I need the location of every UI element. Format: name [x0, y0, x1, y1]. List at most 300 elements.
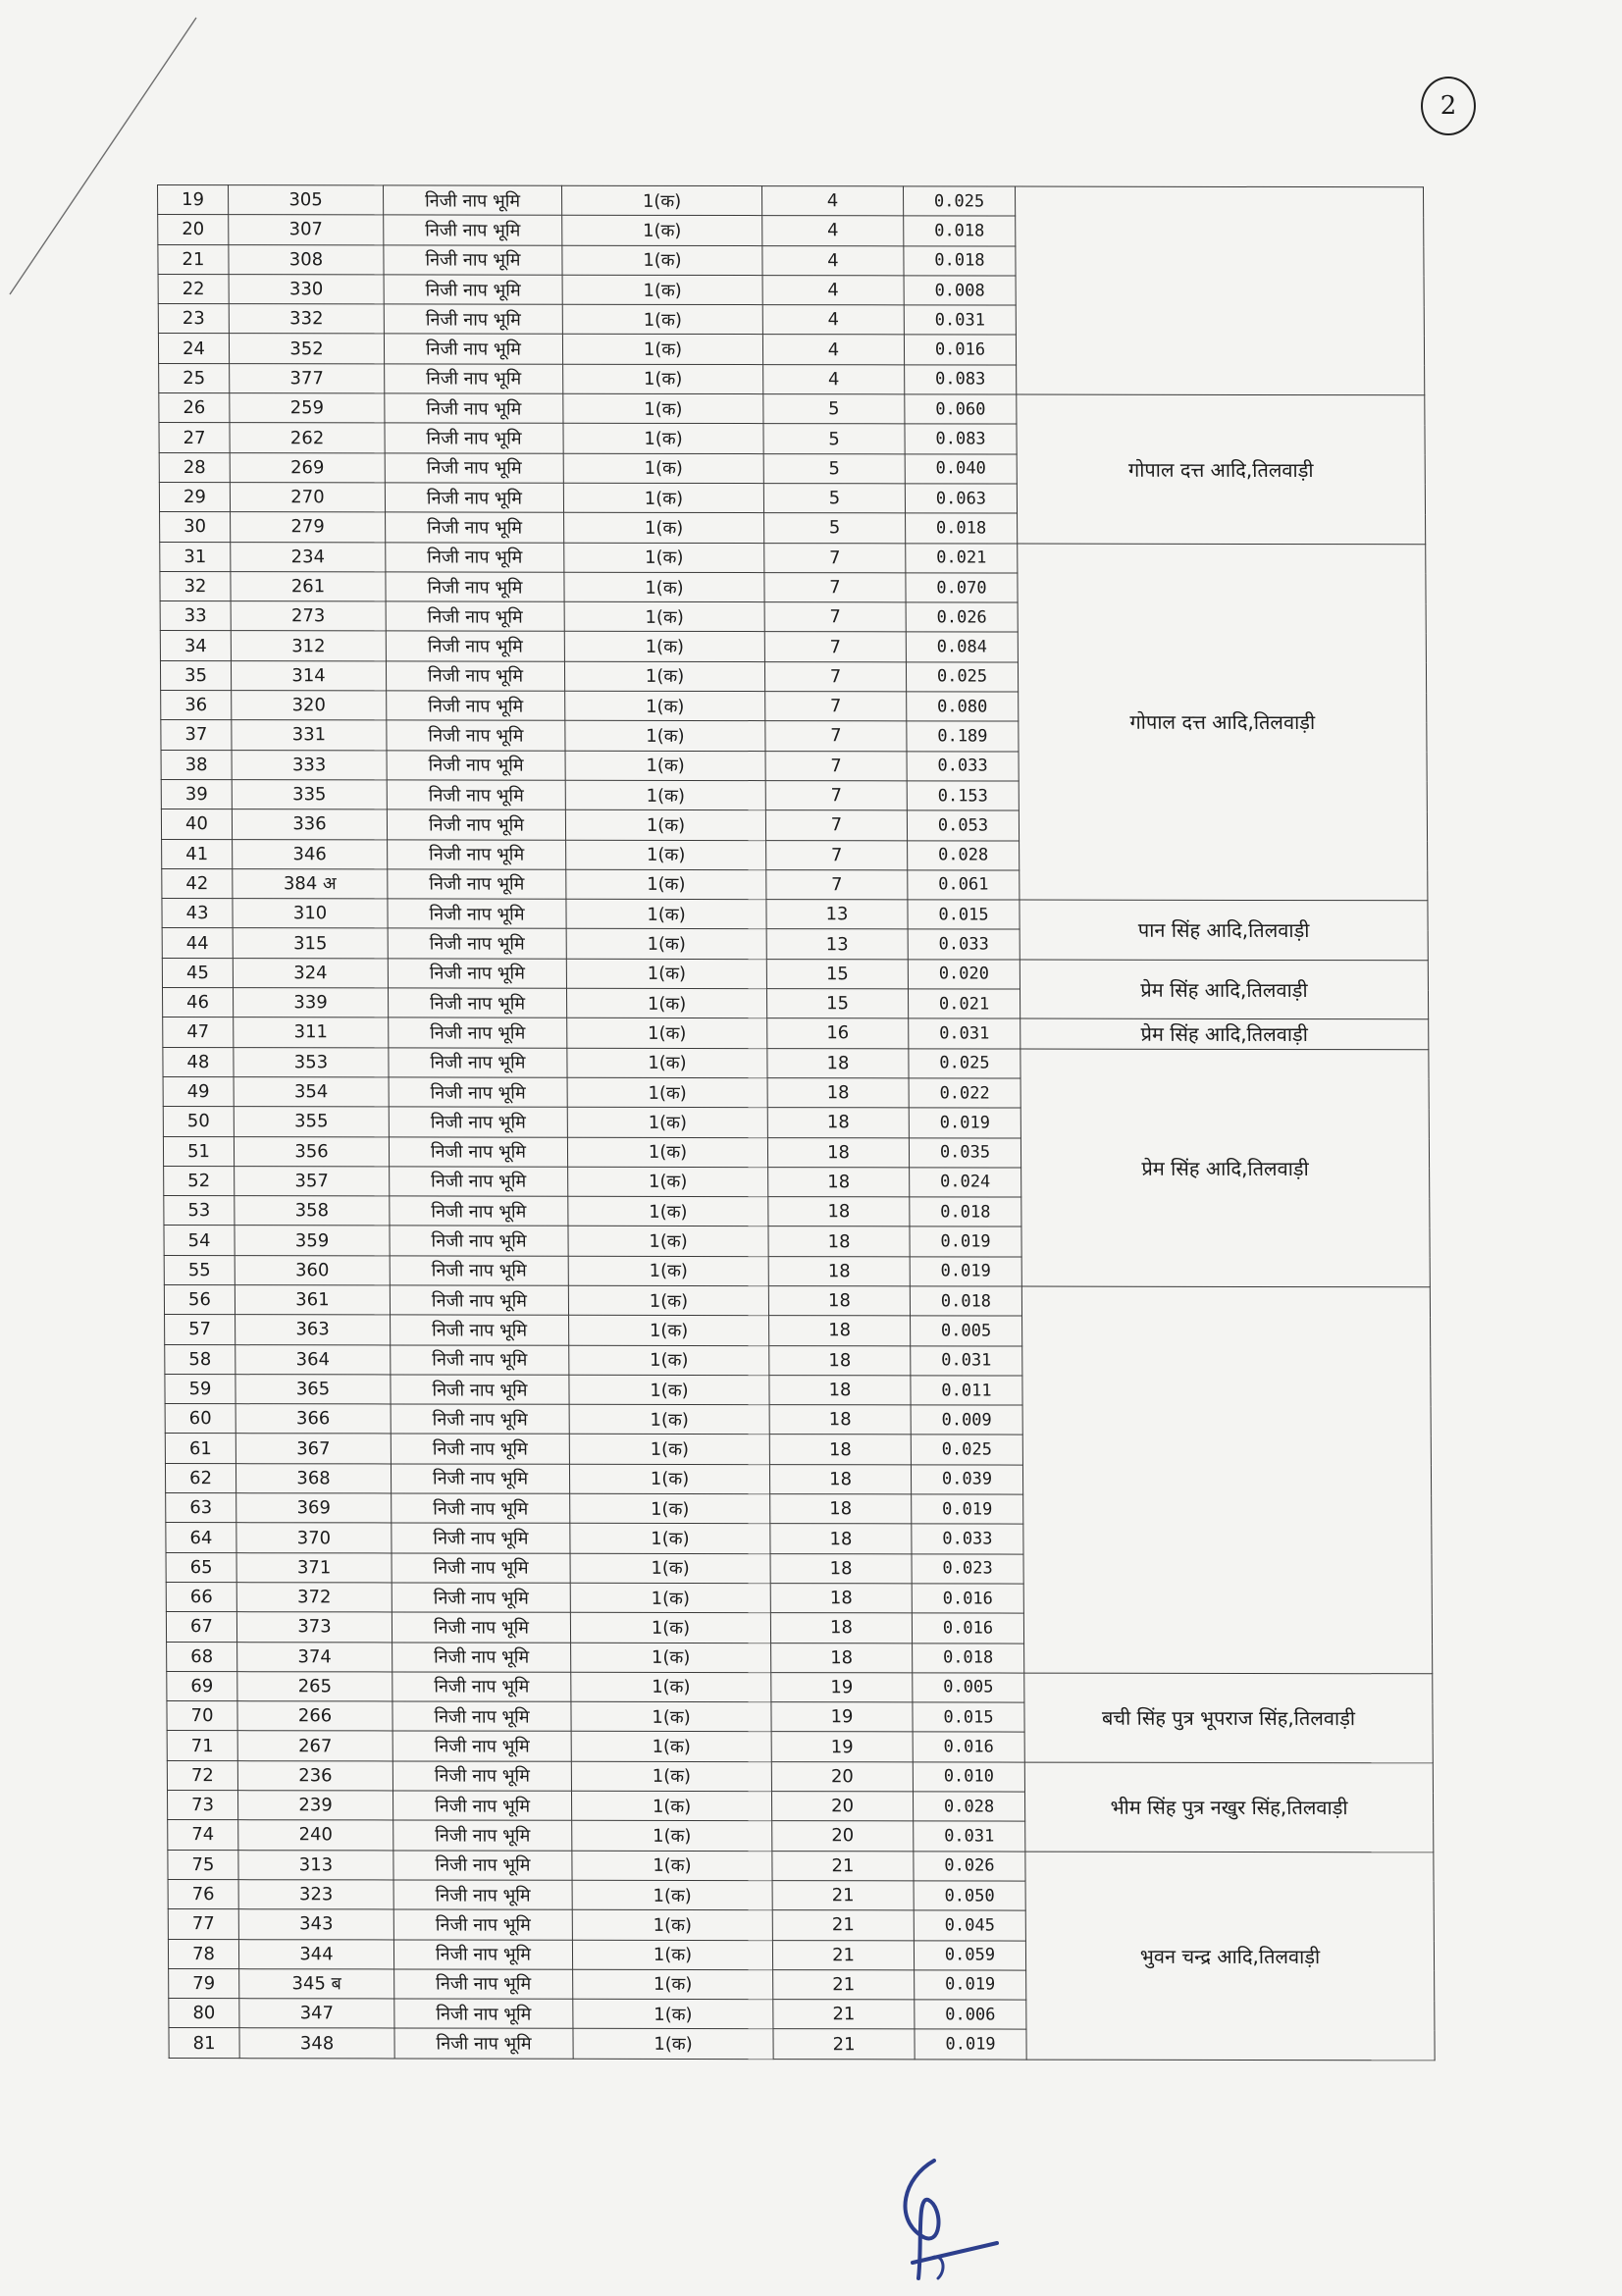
- block-number-cell: 16: [767, 1018, 909, 1049]
- khasra-number-cell: 356: [234, 1136, 389, 1167]
- serial-number-cell: 41: [162, 839, 233, 868]
- serial-number-cell: 59: [165, 1374, 235, 1403]
- land-category-cell: 1(क): [567, 1018, 767, 1049]
- area-cell: 0.010: [913, 1762, 1024, 1792]
- serial-number-cell: 75: [168, 1850, 238, 1879]
- area-cell: 0.039: [911, 1465, 1022, 1494]
- land-type-cell: निजी नाप भूमि: [394, 1999, 573, 2029]
- land-type-cell: निजी नाप भूमि: [389, 1018, 567, 1048]
- land-category-cell: 1(क): [570, 1493, 770, 1524]
- block-number-cell: 4: [762, 245, 904, 276]
- page-number-text: 2: [1439, 91, 1457, 121]
- owner-name-cell: [1021, 1286, 1432, 1674]
- land-type-cell: निजी नाप भूमि: [386, 661, 564, 692]
- land-category-cell: 1(क): [567, 1107, 767, 1137]
- land-category-cell: 1(क): [569, 1316, 769, 1346]
- area-cell: 0.070: [906, 573, 1018, 602]
- land-category-cell: 1(क): [564, 572, 764, 602]
- block-number-cell: 20: [771, 1761, 913, 1792]
- area-cell: 0.025: [909, 1048, 1020, 1077]
- serial-number-cell: 35: [160, 660, 231, 690]
- land-category-cell: 1(क): [571, 1643, 771, 1673]
- land-category-cell: 1(क): [564, 543, 764, 573]
- land-category-cell: 1(क): [564, 512, 764, 543]
- khasra-number-cell: 365: [235, 1375, 391, 1405]
- block-number-cell: 5: [763, 394, 905, 425]
- khasra-number-cell: 339: [233, 988, 388, 1018]
- area-cell: 0.016: [904, 335, 1016, 364]
- area-cell: 0.189: [907, 721, 1019, 751]
- land-category-cell: 1(क): [564, 601, 764, 632]
- block-number-cell: 21: [773, 2000, 915, 2030]
- khasra-number-cell: 370: [236, 1523, 392, 1553]
- table-row: [159, 393, 1425, 426]
- land-type-cell: निजी नाप भूमि: [386, 512, 564, 543]
- land-type-cell: निजी नाप भूमि: [392, 1791, 571, 1821]
- khasra-number-cell: 352: [229, 334, 384, 364]
- owner-name-cell: गोपाल दत्त आदि,तिलवाड़ी: [1018, 544, 1428, 901]
- land-type-cell: निजी नाप भूमि: [393, 1909, 572, 1940]
- land-category-cell: 1(क): [563, 364, 763, 394]
- serial-number-cell: 55: [164, 1255, 235, 1284]
- area-cell: 0.024: [910, 1168, 1021, 1197]
- land-category-cell: 1(क): [573, 1999, 773, 2029]
- land-category-cell: 1(क): [561, 185, 761, 216]
- land-type-cell: निजी नाप भूमि: [390, 1167, 568, 1197]
- block-number-cell: 7: [765, 751, 907, 781]
- khasra-number-cell: 361: [235, 1285, 390, 1316]
- land-category-cell: 1(क): [571, 1761, 771, 1792]
- owner-name-cell: भीम सिंह पुत्र नखुर सिंह,तिलवाड़ी: [1024, 1762, 1434, 1852]
- khasra-number-cell: 354: [234, 1077, 389, 1108]
- khasra-number-cell: 236: [237, 1760, 392, 1791]
- land-type-cell: निजी नाप भूमि: [385, 453, 563, 484]
- khasra-number-cell: 367: [235, 1434, 391, 1464]
- land-type-cell: निजी नाप भूमि: [386, 601, 564, 632]
- serial-number-cell: 80: [169, 1999, 239, 2028]
- block-number-cell: 4: [761, 186, 903, 217]
- land-type-cell: निजी नाप भूमि: [383, 185, 561, 216]
- serial-number-cell: 27: [159, 423, 230, 452]
- block-number-cell: 4: [762, 216, 904, 246]
- area-cell: 0.015: [908, 900, 1020, 929]
- khasra-number-cell: 239: [237, 1791, 392, 1821]
- area-cell: 0.040: [905, 454, 1017, 484]
- owner-name-cell: पान सिंह आदि,तिलवाड़ी: [1020, 900, 1428, 960]
- table-row: [160, 542, 1426, 574]
- land-type-cell: निजी नाप भूमि: [384, 244, 562, 275]
- land-category-cell: 1(क): [565, 751, 765, 781]
- block-number-cell: 18: [771, 1643, 913, 1673]
- block-number-cell: 18: [769, 1316, 911, 1346]
- land-type-cell: निजी नाप भूमि: [391, 1434, 569, 1464]
- khasra-number-cell: 332: [229, 304, 384, 335]
- block-number-cell: 19: [771, 1732, 913, 1762]
- land-type-cell: निजी नाप भूमि: [388, 988, 566, 1018]
- block-number-cell: 4: [763, 364, 905, 394]
- khasra-number-cell: 259: [230, 393, 385, 424]
- serial-number-cell: 56: [164, 1285, 235, 1315]
- khasra-number-cell: 355: [234, 1107, 389, 1137]
- land-category-cell: 1(क): [568, 1285, 768, 1316]
- area-cell: 0.019: [909, 1108, 1020, 1137]
- area-cell: 0.025: [903, 186, 1015, 216]
- land-category-cell: 1(क): [567, 1077, 767, 1108]
- owner-name-cell: प्रेम सिंह आदि,तिलवाड़ी: [1020, 1049, 1430, 1287]
- block-number-cell: 15: [766, 989, 908, 1019]
- area-cell: 0.028: [908, 840, 1020, 869]
- block-number-cell: 18: [770, 1553, 912, 1584]
- khasra-number-cell: 240: [238, 1820, 393, 1851]
- table-row: [168, 1850, 1434, 1882]
- area-cell: 0.033: [912, 1524, 1023, 1553]
- khasra-number-cell: 273: [231, 601, 386, 632]
- area-cell: 0.005: [911, 1316, 1022, 1345]
- khasra-number-cell: 374: [237, 1642, 392, 1672]
- area-cell: 0.045: [914, 1910, 1025, 1940]
- block-number-cell: 18: [767, 1108, 909, 1138]
- area-cell: 0.018: [910, 1286, 1021, 1316]
- khasra-number-cell: 323: [238, 1880, 393, 1910]
- serial-number-cell: 78: [168, 1939, 238, 1968]
- land-type-cell: निजी नाप भूमि: [392, 1672, 571, 1702]
- serial-number-cell: 31: [160, 542, 231, 571]
- serial-number-cell: 67: [166, 1612, 236, 1642]
- khasra-number-cell: 353: [234, 1047, 389, 1077]
- area-cell: 0.033: [908, 929, 1020, 959]
- block-number-cell: 18: [768, 1197, 910, 1227]
- land-type-cell: निजी नाप भूमि: [384, 215, 562, 245]
- area-cell: 0.021: [906, 543, 1018, 572]
- land-category-cell: 1(क): [564, 661, 764, 692]
- land-category-cell: 1(क): [562, 216, 762, 246]
- serial-number-cell: 70: [167, 1701, 237, 1731]
- serial-number-cell: 34: [160, 631, 231, 660]
- area-cell: 0.019: [912, 1494, 1023, 1524]
- area-cell: 0.050: [914, 1881, 1025, 1910]
- khasra-number-cell: 330: [229, 275, 384, 305]
- land-category-cell: 1(क): [566, 840, 766, 870]
- khasra-number-cell: 333: [232, 750, 387, 780]
- block-number-cell: 18: [769, 1435, 911, 1465]
- land-category-cell: 1(क): [563, 453, 763, 484]
- land-type-cell: निजी नाप भूमि: [385, 364, 563, 394]
- area-cell: 0.018: [904, 245, 1016, 275]
- serial-number-cell: 81: [169, 2028, 239, 2058]
- block-number-cell: 18: [769, 1375, 911, 1405]
- block-number-cell: 21: [772, 1851, 914, 1881]
- page-number: [1421, 77, 1476, 135]
- area-cell: 0.061: [908, 870, 1020, 900]
- khasra-number-cell: 368: [235, 1463, 391, 1493]
- land-category-cell: 1(क): [563, 393, 763, 424]
- land-category-cell: 1(क): [568, 1256, 768, 1286]
- serial-number-cell: 50: [163, 1107, 234, 1136]
- block-number-cell: 7: [765, 781, 907, 811]
- serial-number-cell: 57: [165, 1315, 235, 1344]
- serial-number-cell: 63: [166, 1493, 236, 1523]
- block-number-cell: 18: [768, 1256, 910, 1286]
- land-category-cell: 1(क): [568, 1196, 768, 1226]
- area-cell: 0.028: [913, 1792, 1024, 1821]
- khasra-number-cell: 310: [233, 899, 388, 929]
- land-category-cell: 1(क): [570, 1524, 770, 1554]
- land-category-cell: 1(क): [562, 275, 762, 305]
- khasra-number-cell: 384 अ: [233, 868, 388, 899]
- block-number-cell: 18: [769, 1345, 911, 1376]
- block-number-cell: 7: [765, 721, 907, 752]
- serial-number-cell: 28: [159, 452, 230, 482]
- area-cell: 0.083: [905, 424, 1017, 453]
- block-number-cell: 7: [764, 572, 906, 602]
- land-category-cell: 1(क): [568, 1226, 768, 1257]
- land-type-cell: निजी नाप भूमि: [393, 1820, 572, 1851]
- khasra-number-cell: 345 ब: [239, 1968, 394, 1999]
- area-cell: 0.021: [908, 989, 1020, 1018]
- serial-number-cell: 65: [166, 1552, 236, 1582]
- land-category-cell: 1(क): [571, 1791, 771, 1821]
- area-cell: 0.053: [907, 810, 1019, 840]
- block-number-cell: 21: [773, 1969, 915, 2000]
- block-number-cell: 18: [770, 1613, 912, 1644]
- land-category-cell: 1(क): [569, 1404, 769, 1435]
- owner-name-cell: [1015, 186, 1424, 395]
- land-type-cell: निजी नाप भूमि: [392, 1612, 570, 1643]
- khasra-number-cell: 312: [231, 631, 386, 661]
- khasra-number-cell: 373: [236, 1612, 392, 1643]
- block-number-cell: 18: [768, 1226, 910, 1257]
- land-type-cell: निजी नाप भूमि: [390, 1196, 568, 1226]
- land-category-cell: 1(क): [566, 869, 766, 900]
- land-category-cell: 1(क): [565, 691, 765, 721]
- khasra-number-cell: 363: [235, 1315, 391, 1345]
- khasra-number-cell: 366: [235, 1404, 391, 1435]
- khasra-number-cell: 267: [237, 1731, 392, 1761]
- block-number-cell: 18: [769, 1405, 911, 1435]
- khasra-number-cell: 358: [235, 1196, 390, 1226]
- land-type-cell: निजी नाप भूमि: [388, 839, 566, 869]
- serial-number-cell: 49: [163, 1076, 234, 1106]
- owner-name-cell: प्रेम सिंह आदि,तिलवाड़ी: [1020, 1018, 1429, 1049]
- serial-number-cell: 19: [158, 185, 229, 215]
- block-number-cell: 7: [764, 661, 906, 692]
- area-cell: 0.016: [912, 1584, 1023, 1613]
- serial-number-cell: 53: [164, 1196, 235, 1226]
- khasra-number-cell: 369: [236, 1493, 392, 1524]
- land-type-cell: निजी नाप भूमि: [391, 1464, 569, 1494]
- area-cell: 0.083: [905, 365, 1017, 394]
- land-type-cell: निजी नाप भूमि: [391, 1345, 569, 1376]
- area-cell: 0.026: [914, 1852, 1025, 1881]
- serial-number-cell: 21: [158, 244, 229, 274]
- khasra-number-cell: 313: [238, 1850, 393, 1880]
- block-number-cell: 4: [762, 305, 904, 336]
- land-type-cell: निजी नाप भूमि: [387, 780, 565, 810]
- land-category-cell: 1(क): [570, 1583, 770, 1613]
- serial-number-cell: 23: [158, 304, 229, 334]
- khasra-number-cell: 348: [239, 2028, 394, 2059]
- khasra-number-cell: 266: [237, 1701, 392, 1732]
- block-number-cell: 20: [771, 1792, 913, 1822]
- block-number-cell: 4: [762, 335, 904, 365]
- area-cell: 0.005: [913, 1673, 1024, 1702]
- area-cell: 0.035: [909, 1137, 1020, 1167]
- table-row: [164, 1285, 1430, 1318]
- land-type-cell: निजी नाप भूमि: [385, 393, 563, 424]
- serial-number-cell: 68: [167, 1642, 237, 1671]
- land-type-cell: निजी नाप भूमि: [384, 275, 562, 305]
- khasra-number-cell: 320: [232, 691, 387, 721]
- area-cell: 0.031: [909, 1018, 1020, 1048]
- land-type-cell: निजी नाप भूमि: [390, 1285, 568, 1316]
- khasra-number-cell: 261: [231, 571, 386, 601]
- serial-number-cell: 24: [158, 334, 229, 363]
- serial-number-cell: 48: [163, 1047, 234, 1076]
- land-type-cell: निजी नाप भूमि: [394, 2028, 573, 2059]
- khasra-number-cell: 371: [236, 1552, 392, 1583]
- area-cell: 0.015: [913, 1702, 1024, 1732]
- serial-number-cell: 25: [159, 363, 230, 392]
- khasra-number-cell: 359: [235, 1226, 390, 1256]
- block-number-cell: 7: [765, 692, 907, 722]
- land-type-cell: निजी नाप भूमि: [390, 1256, 568, 1286]
- land-record-table-wrapper: [157, 184, 1435, 2061]
- area-cell: 0.018: [906, 513, 1018, 543]
- table-row: [158, 185, 1424, 218]
- land-category-cell: 1(क): [568, 1167, 768, 1197]
- land-type-cell: निजी नाप भूमि: [387, 691, 565, 721]
- serial-number-cell: 77: [168, 1909, 238, 1939]
- land-category-cell: 1(क): [565, 780, 765, 810]
- serial-number-cell: 26: [159, 393, 230, 423]
- area-cell: 0.016: [913, 1732, 1024, 1761]
- land-category-cell: 1(क): [565, 809, 765, 840]
- table-row: [162, 899, 1428, 931]
- block-number-cell: 18: [770, 1494, 912, 1525]
- area-cell: 0.084: [906, 632, 1018, 661]
- land-type-cell: निजी नाप भूमि: [392, 1553, 570, 1584]
- serial-number-cell: 36: [161, 691, 232, 720]
- land-category-cell: 1(क): [565, 721, 765, 752]
- area-cell: 0.153: [907, 781, 1019, 810]
- land-category-cell: 1(क): [572, 1851, 772, 1881]
- serial-number-cell: 47: [163, 1018, 234, 1047]
- khasra-number-cell: 307: [229, 215, 384, 245]
- khasra-number-cell: 234: [231, 542, 386, 572]
- serial-number-cell: 72: [167, 1760, 237, 1790]
- block-number-cell: 7: [765, 810, 907, 841]
- serial-number-cell: 73: [167, 1791, 237, 1820]
- serial-number-cell: 46: [162, 988, 233, 1018]
- area-cell: 0.031: [914, 1821, 1025, 1851]
- block-number-cell: 18: [767, 1048, 909, 1078]
- khasra-number-cell: 343: [238, 1909, 393, 1940]
- block-number-cell: 20: [772, 1821, 914, 1852]
- block-number-cell: 21: [773, 2029, 915, 2060]
- land-category-cell: 1(क): [566, 929, 766, 960]
- land-category-cell: 1(क): [562, 304, 762, 335]
- block-number-cell: 15: [766, 959, 908, 989]
- land-category-cell: 1(क): [566, 959, 766, 989]
- khasra-number-cell: 279: [231, 512, 386, 543]
- land-category-cell: 1(क): [570, 1613, 770, 1644]
- land-type-cell: निजी नाप भूमि: [386, 572, 564, 602]
- area-cell: 0.008: [904, 276, 1016, 305]
- serial-number-cell: 62: [165, 1463, 235, 1492]
- land-type-cell: निजी नाप भूमि: [393, 1851, 572, 1881]
- land-type-cell: निजी नाप भूमि: [385, 483, 563, 513]
- land-category-cell: 1(क): [563, 483, 763, 513]
- khasra-number-cell: 308: [229, 244, 384, 275]
- area-cell: 0.031: [911, 1345, 1022, 1375]
- land-type-cell: निजी नाप भूमि: [388, 869, 566, 900]
- land-category-cell: 1(क): [564, 632, 764, 662]
- land-category-cell: 1(क): [569, 1435, 769, 1465]
- land-record-table-body: [158, 185, 1436, 2061]
- block-number-cell: 7: [764, 543, 906, 573]
- land-category-cell: 1(क): [572, 1940, 772, 1970]
- area-cell: 0.018: [910, 1197, 1021, 1226]
- serial-number-cell: 51: [163, 1136, 234, 1166]
- area-cell: 0.080: [907, 692, 1019, 721]
- block-number-cell: 18: [770, 1584, 912, 1614]
- land-category-cell: 1(क): [567, 1048, 767, 1078]
- serial-number-cell: 61: [165, 1434, 235, 1463]
- khasra-number-cell: 324: [233, 958, 388, 988]
- table-row: [163, 1047, 1429, 1079]
- land-type-cell: निजी नाप भूमि: [385, 423, 563, 453]
- block-number-cell: 21: [772, 1940, 914, 1970]
- area-cell: 0.063: [905, 484, 1017, 513]
- land-type-cell: निजी नाप भूमि: [389, 1048, 567, 1078]
- land-type-cell: निजी नाप भूमि: [389, 1077, 567, 1108]
- serial-number-cell: 33: [160, 601, 231, 631]
- land-type-cell: निजी नाप भूमि: [391, 1315, 569, 1345]
- serial-number-cell: 42: [162, 868, 233, 898]
- land-category-cell: 1(क): [562, 335, 762, 365]
- signature-mark: [873, 2149, 1030, 2296]
- area-cell: 0.031: [904, 305, 1016, 335]
- land-type-cell: निजी नाप भूमि: [387, 751, 565, 781]
- khasra-number-cell: 262: [230, 423, 385, 453]
- block-number-cell: 18: [769, 1464, 911, 1494]
- owner-name-cell: भुवन चन्द्र आदि,तिलवाड़ी: [1025, 1852, 1435, 2061]
- serial-number-cell: 60: [165, 1404, 235, 1434]
- serial-number-cell: 44: [162, 928, 233, 958]
- table-row: [167, 1671, 1433, 1703]
- serial-number-cell: 58: [165, 1344, 235, 1374]
- area-cell: 0.020: [908, 960, 1020, 989]
- area-cell: 0.009: [911, 1405, 1022, 1435]
- block-number-cell: 13: [766, 900, 908, 930]
- land-type-cell: निजी नाप भूमि: [388, 959, 566, 989]
- land-category-cell: 1(क): [569, 1464, 769, 1494]
- block-number-cell: 5: [764, 513, 906, 544]
- land-category-cell: 1(क): [572, 1821, 772, 1852]
- land-type-cell: निजी नाप भूमि: [391, 1375, 569, 1405]
- land-type-cell: निजी नाप भूमि: [394, 1969, 573, 2000]
- block-number-cell: 13: [766, 929, 908, 960]
- khasra-number-cell: 336: [232, 809, 387, 840]
- area-cell: 0.025: [906, 662, 1018, 692]
- block-number-cell: 7: [764, 632, 906, 662]
- khasra-number-cell: 331: [232, 720, 387, 751]
- area-cell: 0.023: [912, 1554, 1023, 1584]
- land-type-cell: निजी नाप भूमि: [386, 631, 564, 661]
- serial-number-cell: 40: [161, 809, 232, 839]
- khasra-number-cell: 315: [233, 928, 388, 959]
- serial-number-cell: 45: [162, 958, 233, 987]
